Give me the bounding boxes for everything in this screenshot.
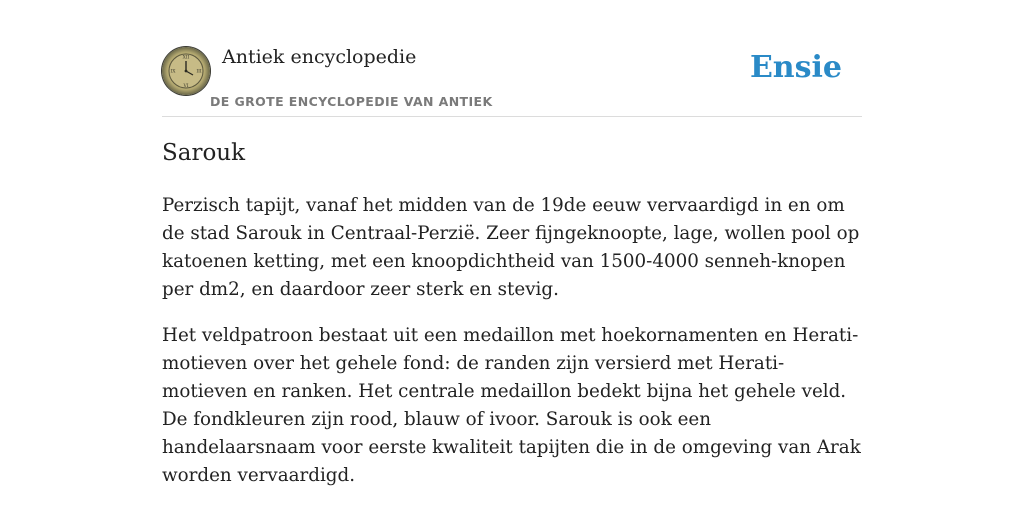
ensie-brand-logo[interactable]: Ensie [749,50,842,85]
clock-face [162,47,210,95]
site-title[interactable]: Antiek encyclopedie [222,46,417,68]
svg-text:XII: XII [182,55,190,61]
site-header [162,0,862,117]
article-body [162,192,862,508]
svg-text:VI: VI [183,84,189,89]
svg-text:III: III [196,69,202,75]
clock-icon[interactable] [162,47,210,95]
article-paragraph-2: Het veldpatroon bestaat uit een medaillon met hoekornamenten en Herati-motieven over het gehele fond: de randen zijn versierd met Herati-motieven en ranken. Het centrale medaillon bedekt bijna het gehele veld. De fondkleuren zijn rood, blauw of ivoor. Sarouk is ook een handelaarsnaam voor eerste kwaliteit tapijten die in de omgeving van Arak worden vervaardigd. [162,325,861,486]
site-subtitle: DE GROTE ENCYCLOPEDIE VAN ANTIEK [210,94,493,109]
article-title: Sarouk [162,140,246,166]
page [162,0,862,486]
article-paragraph-1: Perzisch tapijt, vanaf het midden van de 19de eeuw vervaardigd in en om de stad Sarouk in Centraal-Perzië. Zeer fijngeknoopte, lage, wollen pool op katoenen ketting, met een knoopdichtheid van 1500-4000 senneh-knopen per dm2, en daardoor zeer sterk en stevig. [162,195,860,300]
svg-text:IX: IX [170,69,176,75]
